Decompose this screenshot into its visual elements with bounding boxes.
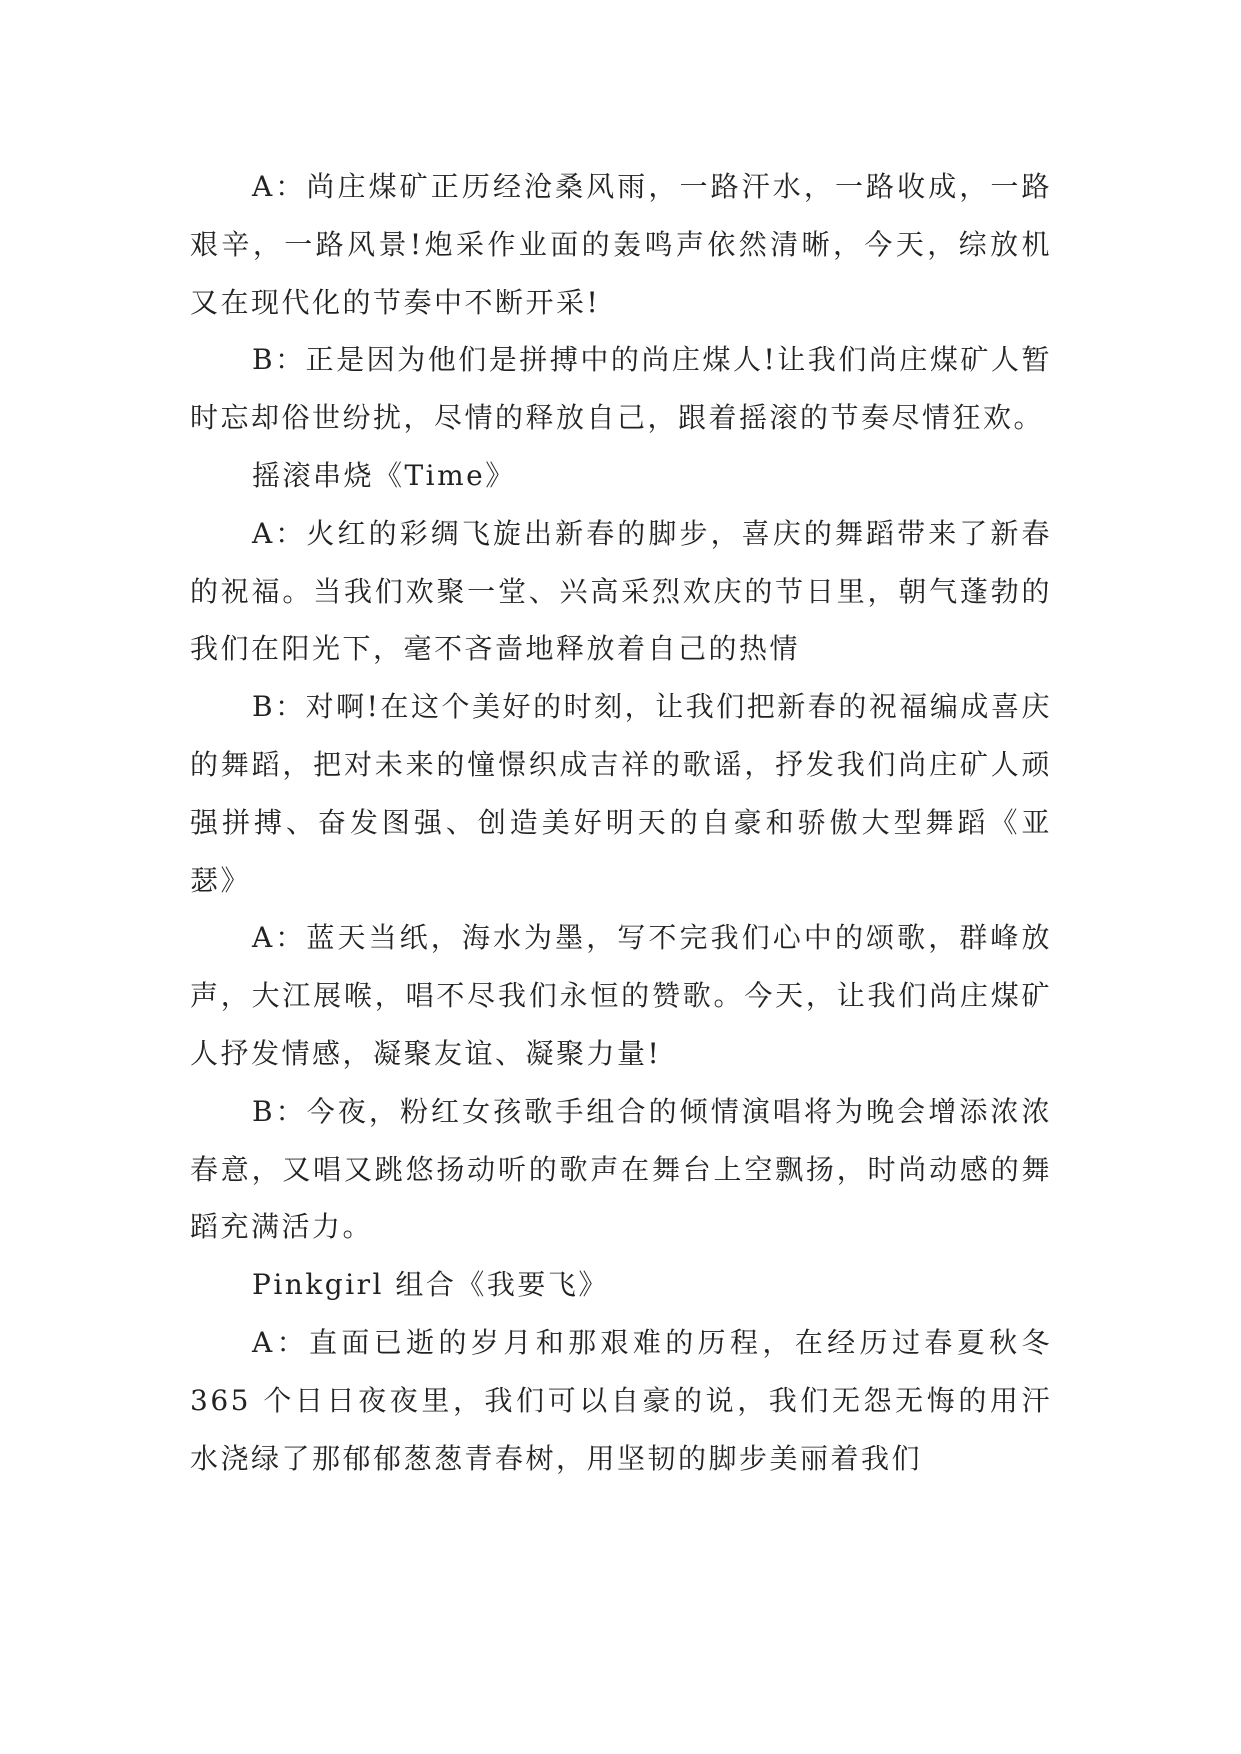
paragraph: A：直面已逝的岁月和那艰难的历程，在经历过春夏秋冬 365 个日日夜夜里，我们可以自豪的说，我们无怨无悔的用汗水浇绿了那郁郁葱葱青春树，用坚韧的脚步美丽着我们 [190, 1325, 1052, 1475]
program-title: 摇滚串烧《Time》 [252, 458, 516, 492]
paragraph: B：对啊!在这个美好的时刻，让我们把新春的祝福编成喜庆的舞蹈，把对未来的憧憬织成吉祥的歌谣，抒发我们尚庄矿人顽强拼搏、奋发图强、创造美好明天的自豪和骄傲大型舞蹈《亚瑟》 [190, 690, 1052, 897]
paragraph: A：蓝天当纸，海水为墨，写不完我们心中的颂歌，群峰放声，大江展喉，唱不尽我们永恒的赞歌。今天，让我们尚庄煤矿人抒发情感，凝聚友谊、凝聚力量! [190, 921, 1052, 1070]
paragraph: A：火红的彩绸飞旋出新春的脚步，喜庆的舞蹈带来了新春的祝福。当我们欢聚一堂、兴高采烈欢庆的节日里，朝气蓬勃的我们在阳光下，毫不吝啬地释放着自己的热情 [190, 516, 1052, 666]
paragraph: B：正是因为他们是拼搏中的尚庄煤人!让我们尚庄煤矿人暂时忘却俗世纷扰，尽情的释放自己，跟着摇滚的节奏尽情狂欢。 [190, 343, 1052, 435]
document-body [190, 158, 1052, 1487]
program-title: Pinkgirl 组合《我要飞》 [252, 1268, 609, 1302]
paragraph: B：今夜，粉红女孩歌手组合的倾情演唱将为晚会增添浓浓春意，又唱又跳悠扬动听的歌声在舞台上空飘扬，时尚动感的舞蹈充满活力。 [190, 1094, 1052, 1244]
paragraph: A：尚庄煤矿正历经沧桑风雨，一路汗水，一路收成，一路艰辛，一路风景!炮采作业面的轰鸣声依然清晰，今天，综放机又在现代化的节奏中不断开采! [190, 170, 1052, 319]
